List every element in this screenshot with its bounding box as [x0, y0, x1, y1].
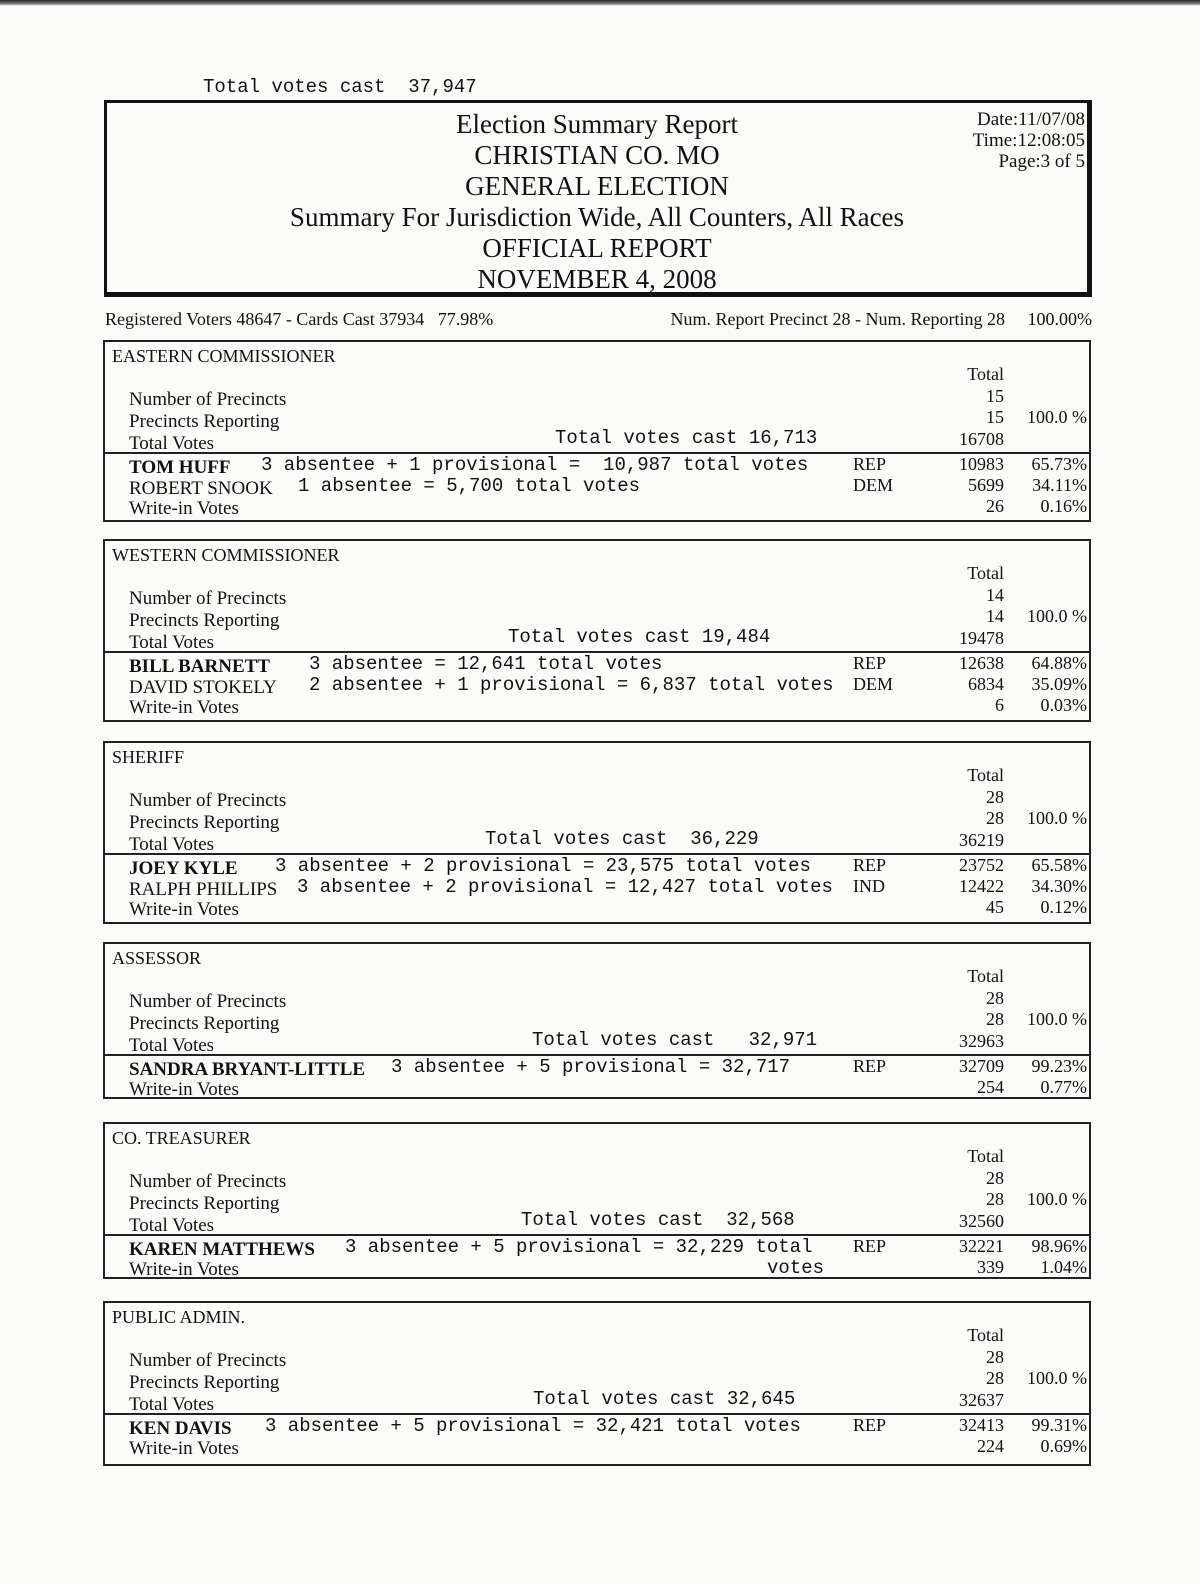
total-column-header: Total — [967, 563, 1004, 583]
scan-edge — [0, 0, 1200, 6]
candidate-votes: 6834 — [968, 674, 1004, 694]
precincts-reporting-value: 28 — [986, 1189, 1004, 1209]
race-title: EASTERN COMMISSIONER — [112, 346, 336, 366]
race-section — [103, 1122, 1091, 1279]
reporting-percent: 100.0 % — [1027, 1189, 1087, 1209]
party-label: REP — [853, 1056, 887, 1076]
candidate-votes: 5699 — [968, 475, 1004, 495]
report-title: Election Summary Report — [456, 109, 738, 139]
total-votes-label: Total Votes — [129, 1035, 215, 1056]
candidate-name: BILL BARNETT — [129, 656, 270, 677]
number-of-precincts-label: Number of Precincts — [129, 991, 287, 1012]
write-in-percent: 0.77% — [1040, 1077, 1087, 1097]
number-of-precincts-value: 28 — [986, 1347, 1004, 1367]
reporting-percent: 100.0 % — [1027, 1009, 1087, 1029]
candidate-percent: 98.96% — [1031, 1236, 1087, 1256]
candidate-percent: 65.73% — [1031, 454, 1087, 474]
number-of-precincts-label: Number of Precincts — [129, 588, 287, 609]
write-in-percent: 1.04% — [1040, 1257, 1087, 1277]
total-column-header: Total — [967, 966, 1004, 986]
handwritten-vote-note: 3 absentee + 1 provisional = 10,987 total votes — [261, 454, 809, 476]
precincts-reporting-value: 14 — [986, 606, 1004, 626]
write-in-label: Write-in Votes — [129, 1079, 239, 1100]
precincts-reporting-label: Precincts Reporting — [129, 411, 280, 432]
report-type: OFFICIAL REPORT — [482, 233, 712, 263]
candidate-percent: 99.31% — [1031, 1415, 1087, 1435]
party-label: REP — [853, 1236, 887, 1256]
total-votes-label: Total Votes — [129, 632, 215, 653]
handwritten-cast-note: Total votes cast 16,713 — [555, 427, 818, 449]
reporting-percent: 100.0 % — [1027, 407, 1087, 427]
candidate-percent: 34.30% — [1031, 876, 1087, 896]
total-votes-label: Total Votes — [129, 1394, 215, 1415]
candidate-name: JOEY KYLE — [129, 858, 238, 879]
page-number: Page:3 of 5 — [998, 151, 1085, 172]
race-section — [103, 942, 1091, 1099]
precincts-reporting-value: 15 — [986, 407, 1004, 427]
handwritten-vote-note: 3 absentee + 5 provisional = 32,717 — [391, 1056, 791, 1078]
number-of-precincts-label: Number of Precincts — [129, 1350, 287, 1371]
reporting-percent: 100.0 % — [1027, 606, 1087, 626]
total-votes-value: 36219 — [959, 830, 1004, 850]
county-name: CHRISTIAN CO. MO — [474, 140, 720, 170]
precincts-reporting-value: 28 — [986, 1009, 1004, 1029]
race-title: ASSESSOR — [112, 948, 202, 968]
write-in-label: Write-in Votes — [129, 1438, 239, 1459]
candidate-votes: 32413 — [959, 1415, 1004, 1435]
write-in-percent: 0.03% — [1040, 695, 1087, 715]
header-meta — [973, 109, 1085, 172]
number-of-precincts-value: 28 — [986, 1168, 1004, 1188]
candidate-votes: 12638 — [959, 653, 1004, 673]
total-votes-value: 32637 — [959, 1390, 1004, 1410]
total-column-header: Total — [967, 364, 1004, 384]
precincts-reporting-value: 28 — [986, 808, 1004, 828]
total-votes-label: Total Votes — [129, 1215, 215, 1236]
precincts-reporting-value: 28 — [986, 1368, 1004, 1388]
number-of-precincts-label: Number of Precincts — [129, 389, 287, 410]
handwritten-cast-note: Total votes cast 32,971 — [532, 1029, 818, 1051]
candidate-name: TOM HUFF — [129, 457, 231, 478]
precinct-reporting-stat: Num. Report Precinct 28 - Num. Reporting 28 100.00% — [670, 309, 1092, 329]
candidate-name: DAVID STOKELY — [129, 677, 277, 698]
race-section — [103, 340, 1091, 522]
number-of-precincts-label: Number of Precincts — [129, 1171, 287, 1192]
total-votes-value: 16708 — [959, 429, 1004, 449]
summary-scope: Summary For Jurisdiction Wide, All Counters, All Races — [289, 202, 905, 232]
total-votes-label: Total Votes — [129, 834, 215, 855]
number-of-precincts-value: 28 — [986, 988, 1004, 1008]
write-in-votes: 254 — [977, 1077, 1004, 1097]
write-in-votes: 224 — [977, 1436, 1004, 1456]
candidate-percent: 65.58% — [1031, 855, 1087, 875]
header-title-block — [107, 109, 1087, 295]
candidate-percent: 64.88% — [1031, 653, 1087, 673]
handwritten-vote-note: 3 absentee + 5 provisional = 32,421 total votes — [265, 1415, 801, 1437]
race-title: CO. TREASURER — [112, 1128, 251, 1148]
candidate-votes: 10983 — [959, 454, 1004, 474]
total-column-header: Total — [967, 765, 1004, 785]
race-section — [103, 539, 1091, 722]
candidate-votes: 12422 — [959, 876, 1004, 896]
handwritten-vote-note: 3 absentee + 2 provisional = 23,575 total votes — [275, 855, 811, 877]
handwritten-vote-note: 2 absentee + 1 provisional = 6,837 total votes — [309, 674, 834, 696]
candidate-name: KEN DAVIS — [129, 1418, 232, 1439]
number-of-precincts-value: 14 — [986, 585, 1004, 605]
write-in-votes: 339 — [977, 1257, 1004, 1277]
race-title: WESTERN COMMISSIONER — [112, 545, 340, 565]
race-section — [103, 741, 1091, 924]
election-name: GENERAL ELECTION — [465, 171, 729, 201]
race-title: PUBLIC ADMIN. — [112, 1307, 246, 1327]
write-in-votes: 26 — [986, 496, 1004, 516]
number-of-precincts-label: Number of Precincts — [129, 790, 287, 811]
write-in-label: Write-in Votes — [129, 899, 239, 920]
write-in-percent: 0.16% — [1040, 496, 1087, 516]
handwritten-vote-note: 1 absentee = 5,700 total votes — [298, 475, 641, 497]
candidate-percent: 34.11% — [1032, 475, 1087, 495]
precincts-reporting-label: Precincts Reporting — [129, 610, 280, 631]
report-header — [104, 100, 1092, 297]
candidate-votes: 32221 — [959, 1236, 1004, 1256]
handwritten-cast-note: Total votes cast 19,484 — [508, 626, 771, 648]
race-section — [103, 1301, 1091, 1466]
reporting-percent: 100.0 % — [1027, 1368, 1087, 1388]
write-in-votes: 6 — [995, 695, 1004, 715]
registered-voters-stat: Registered Voters 48647 - Cards Cast 37934 77.98% — [105, 309, 494, 329]
precincts-reporting-label: Precincts Reporting — [129, 812, 280, 833]
handwritten-vote-note-cont: votes — [767, 1257, 825, 1279]
precincts-reporting-label: Precincts Reporting — [129, 1193, 280, 1214]
write-in-label: Write-in Votes — [129, 1259, 239, 1280]
reporting-percent: 100.0 % — [1027, 808, 1087, 828]
candidate-name: ROBERT SNOOK — [129, 478, 273, 499]
candidate-votes: 32709 — [959, 1056, 1004, 1076]
number-of-precincts-value: 28 — [986, 787, 1004, 807]
handwritten-cast-note: Total votes cast 32,568 — [521, 1209, 795, 1231]
party-label: REP — [853, 855, 887, 875]
handwritten-vote-note: 3 absentee + 2 provisional = 12,427 total votes — [297, 876, 833, 898]
write-in-label: Write-in Votes — [129, 697, 239, 718]
precincts-reporting-label: Precincts Reporting — [129, 1013, 280, 1034]
party-label: IND — [853, 876, 885, 896]
candidate-name: RALPH PHILLIPS — [129, 879, 278, 900]
total-column-header: Total — [967, 1325, 1004, 1345]
handwritten-total-note: Total votes cast 37,947 — [203, 76, 477, 98]
write-in-percent: 0.69% — [1040, 1436, 1087, 1456]
report-date: Date:11/07/08 — [977, 109, 1085, 130]
party-label: REP — [853, 1415, 887, 1435]
candidate-name: KAREN MATTHEWS — [129, 1239, 315, 1260]
total-votes-value: 32963 — [959, 1031, 1004, 1051]
total-votes-value: 32560 — [959, 1211, 1004, 1231]
party-label: REP — [853, 454, 887, 474]
precincts-reporting-label: Precincts Reporting — [129, 1372, 280, 1393]
number-of-precincts-value: 15 — [986, 386, 1004, 406]
party-label: DEM — [853, 674, 893, 694]
candidate-votes: 23752 — [959, 855, 1004, 875]
candidate-name: SANDRA BRYANT-LITTLE — [129, 1059, 366, 1080]
write-in-percent: 0.12% — [1040, 897, 1087, 917]
total-votes-label: Total Votes — [129, 433, 215, 454]
race-title: SHERIFF — [112, 747, 185, 767]
write-in-label: Write-in Votes — [129, 498, 239, 519]
total-votes-value: 19478 — [959, 628, 1004, 648]
party-label: REP — [853, 653, 887, 673]
candidate-percent: 35.09% — [1031, 674, 1087, 694]
write-in-votes: 45 — [986, 897, 1004, 917]
report-time: Time:12:08:05 — [972, 130, 1085, 151]
handwritten-vote-note: 3 absentee = 12,641 total votes — [309, 653, 663, 675]
handwritten-cast-note: Total votes cast 36,229 — [485, 828, 759, 850]
party-label: DEM — [853, 475, 893, 495]
handwritten-cast-note: Total votes cast 32,645 — [533, 1388, 796, 1410]
total-column-header: Total — [967, 1146, 1004, 1166]
handwritten-vote-note: 3 absentee + 5 provisional = 32,229 total — [345, 1236, 813, 1258]
election-date: NOVEMBER 4, 2008 — [477, 264, 717, 294]
candidate-percent: 99.23% — [1031, 1056, 1087, 1076]
